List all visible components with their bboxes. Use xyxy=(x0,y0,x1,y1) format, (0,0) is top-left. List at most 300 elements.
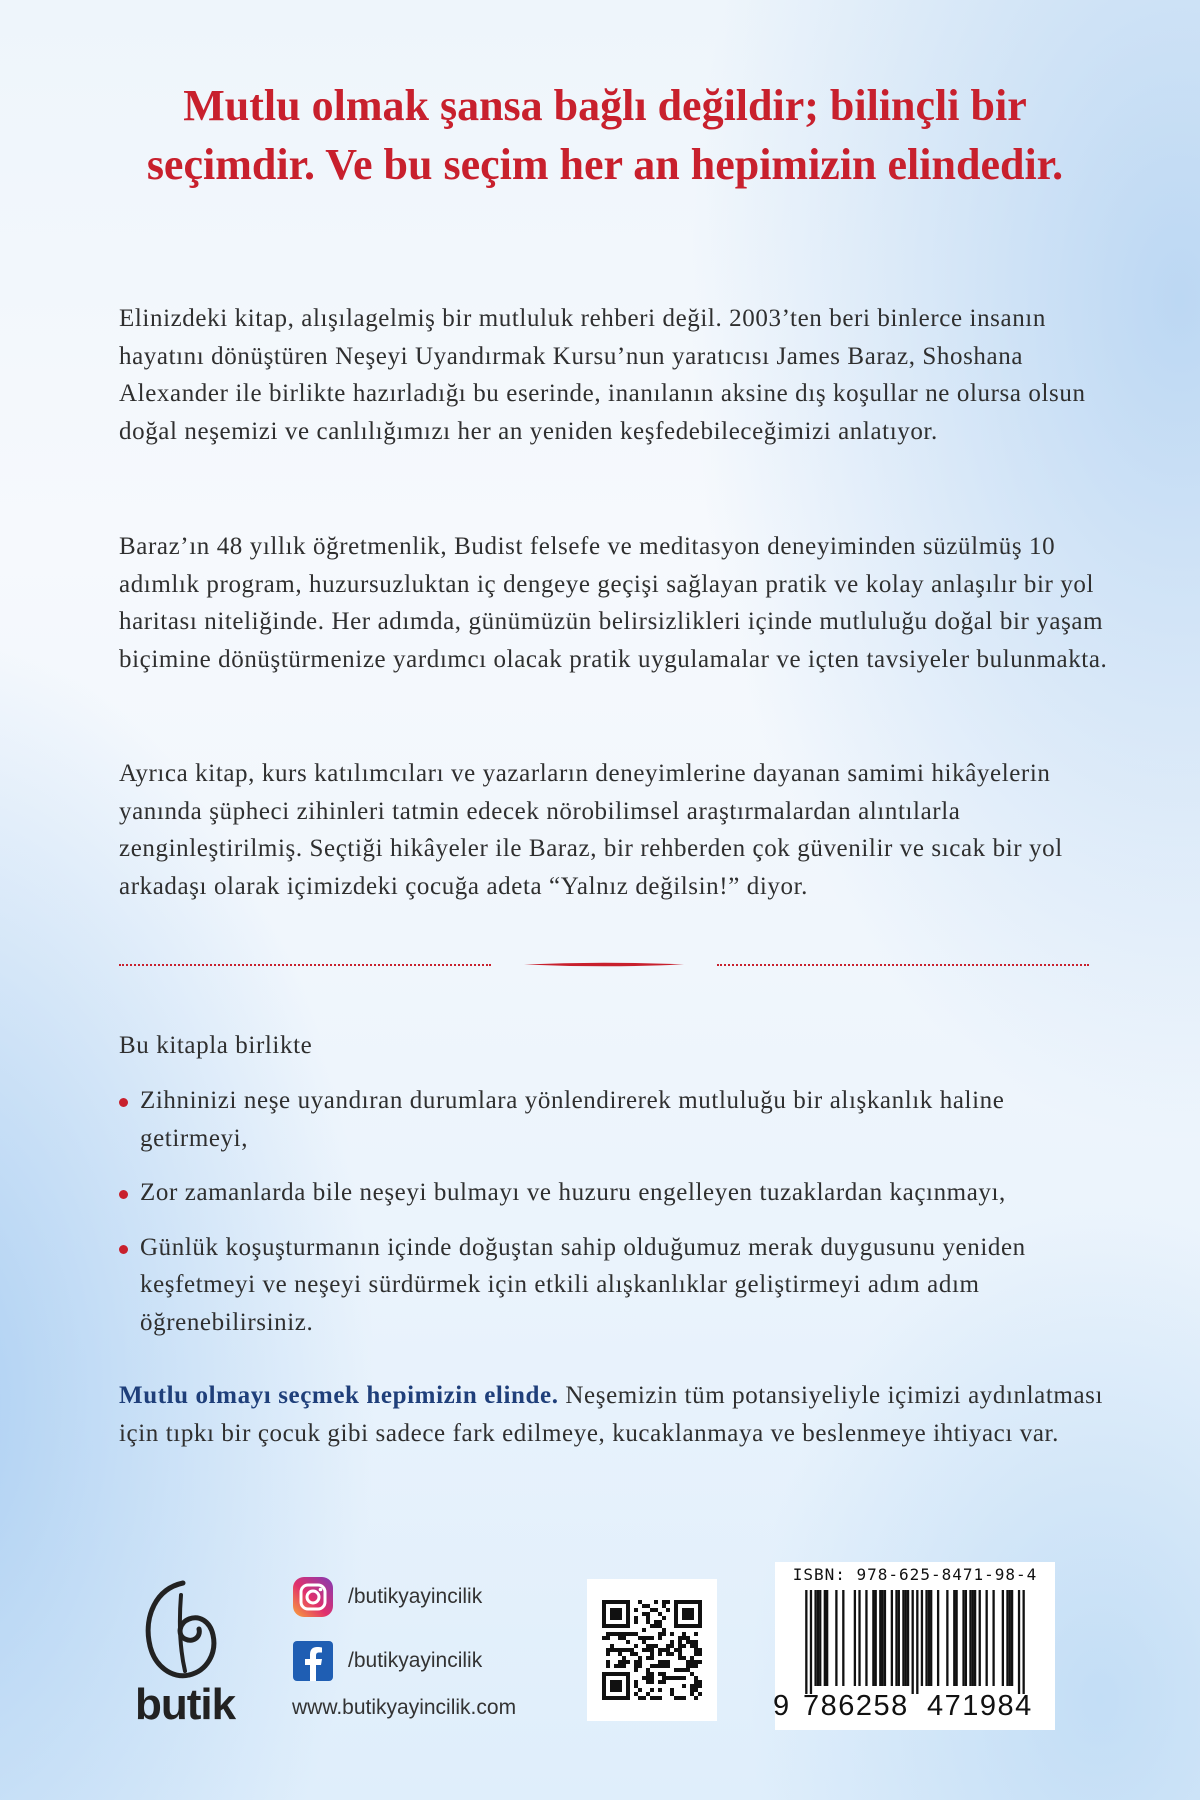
qr-module xyxy=(678,1640,682,1644)
qr-module xyxy=(626,1672,630,1676)
qr-module xyxy=(610,1688,614,1692)
barcode-bar xyxy=(916,1590,918,1694)
qr-module xyxy=(658,1680,662,1684)
qr-module xyxy=(634,1692,638,1696)
qr-module xyxy=(618,1680,622,1684)
barcode-bar xyxy=(1009,1590,1011,1686)
qr-module xyxy=(682,1624,686,1628)
qr-module xyxy=(614,1688,618,1692)
qr-module xyxy=(670,1632,674,1636)
qr-module xyxy=(686,1668,690,1672)
qr-module xyxy=(610,1680,614,1684)
barcode-bar xyxy=(879,1590,881,1686)
closing-paragraph xyxy=(119,1377,1109,1452)
qr-module xyxy=(690,1612,694,1616)
qr-module xyxy=(614,1608,618,1612)
qr-module xyxy=(694,1676,698,1680)
qr-module xyxy=(670,1676,674,1680)
qr-module xyxy=(638,1600,642,1604)
barcode-bar xyxy=(925,1590,927,1686)
barcode-bar xyxy=(905,1590,907,1686)
qr-module xyxy=(626,1608,630,1612)
barcode-bar xyxy=(875,1590,877,1686)
paragraph-2: Baraz’ın 48 yıllık öğretmenlik, Budist felsefe ve meditasyon deneyiminden süzülmüş 10 adımlık program, huzursuzluktan iç dengeye geçişi sağlayan pratik ve kolay anlaşılır bir yol haritası niteliğinde. Her adımda, günümüzün belirsizlikleri içinde mutluluğu doğal bir yaşam biçimine dönüştürmenize yardımcı olacak pratik uygulamalar ve içten tavsiyeler bulunmakta. xyxy=(119,533,1108,673)
qr-module xyxy=(698,1660,702,1664)
qr-module xyxy=(646,1644,650,1648)
qr-module xyxy=(674,1604,678,1608)
qr-module xyxy=(626,1600,630,1604)
barcode-bar xyxy=(965,1590,967,1686)
qr-module xyxy=(634,1644,638,1648)
qr-module xyxy=(614,1612,618,1616)
qr-module xyxy=(658,1672,662,1676)
barcode-bar xyxy=(907,1590,909,1686)
qr-module xyxy=(642,1604,646,1608)
qr-module xyxy=(602,1684,606,1688)
qr-module xyxy=(646,1620,650,1624)
qr-code xyxy=(587,1579,717,1721)
qr-module xyxy=(634,1668,638,1672)
qr-module xyxy=(634,1684,638,1688)
qr-module xyxy=(626,1692,630,1696)
barcode-bar xyxy=(1023,1590,1025,1694)
instagram-icon xyxy=(292,1576,334,1618)
qr-module xyxy=(626,1688,630,1692)
barcode-bar xyxy=(979,1590,981,1686)
qr-module xyxy=(690,1624,694,1628)
qr-module xyxy=(686,1608,690,1612)
barcode-bar xyxy=(946,1590,948,1686)
qr-module xyxy=(626,1648,630,1652)
qr-module xyxy=(646,1680,650,1684)
paragraph-1: Elinizdeki kitap, alışılagelmiş bir mutluluk rehberi değil. 2003’ten beri binlerce insanın hayatını dönüştüren Neşeyi Uyandırmak Kursu’nun yaratıcısı James Baraz, Shoshana Alexander ile birlikte hazırladığı bu eserinde, inanılanın aksine dış koşullar ne olursa olsun doğal neşemizi ve canlılığımızı her an yeniden keşfedebileceğimizi anlatıyor. xyxy=(119,305,1086,445)
qr-module xyxy=(666,1660,670,1664)
facebook-link[interactable] xyxy=(292,1640,482,1682)
qr-module xyxy=(658,1612,662,1616)
qr-module xyxy=(614,1684,618,1688)
qr-module xyxy=(626,1660,630,1664)
barcode-bar xyxy=(895,1590,897,1686)
qr-module xyxy=(646,1612,650,1616)
qr-module xyxy=(610,1632,614,1636)
qr-module xyxy=(654,1644,658,1648)
qr-module xyxy=(686,1660,690,1664)
qr-module xyxy=(662,1676,666,1680)
barcode-bar xyxy=(842,1590,844,1686)
qr-module xyxy=(634,1652,638,1656)
qr-module xyxy=(622,1656,626,1660)
qr-module xyxy=(662,1616,666,1620)
barcode-bar xyxy=(872,1590,874,1686)
barcode-bar xyxy=(972,1590,974,1686)
qr-module xyxy=(682,1632,686,1636)
qr-module xyxy=(690,1644,694,1648)
barcode-bar xyxy=(902,1590,904,1686)
barcode-bar xyxy=(884,1590,886,1686)
qr-module xyxy=(606,1652,610,1656)
barcode-bar xyxy=(1018,1590,1020,1694)
qr-module xyxy=(662,1660,666,1664)
barcode-bar xyxy=(937,1590,939,1686)
qr-module xyxy=(626,1640,630,1644)
qr-module xyxy=(650,1680,654,1684)
qr-module xyxy=(674,1676,678,1680)
qr-module xyxy=(690,1656,694,1660)
qr-module xyxy=(618,1616,622,1620)
qr-module xyxy=(610,1600,614,1604)
qr-module xyxy=(642,1648,646,1652)
barcode-right-group: 471984 xyxy=(927,1690,1033,1722)
divider-dots-left xyxy=(119,964,491,966)
qr-module xyxy=(614,1696,618,1700)
qr-module xyxy=(682,1616,686,1620)
qr-module xyxy=(618,1664,622,1668)
qr-module xyxy=(650,1608,654,1612)
barcode-bar xyxy=(928,1590,930,1686)
qr-module xyxy=(670,1644,674,1648)
qr-module xyxy=(658,1624,662,1628)
qr-module xyxy=(606,1672,610,1676)
qr-module xyxy=(618,1652,622,1656)
qr-module xyxy=(674,1600,678,1604)
qr-module xyxy=(686,1616,690,1620)
qr-module xyxy=(698,1624,702,1628)
barcode-bar xyxy=(865,1590,867,1686)
qr-module xyxy=(618,1648,622,1652)
qr-module xyxy=(626,1604,630,1608)
qr-module xyxy=(658,1696,662,1700)
qr-module xyxy=(698,1612,702,1616)
list-item xyxy=(119,1229,1109,1342)
qr-module xyxy=(646,1604,650,1608)
qr-module xyxy=(646,1648,650,1652)
qr-module xyxy=(682,1612,686,1616)
qr-module xyxy=(646,1656,650,1660)
qr-module xyxy=(650,1644,654,1648)
list-item-text: Günlük koşuşturmanın içinde doğuştan sahip olduğumuz merak duygusunu yeniden keşfetmeyi ve neşeyi sürdürmek için etkili alışkanlıklar geliştirmeyi adım adım öğrenebilirsiniz. xyxy=(140,1233,1026,1336)
barcode-bar xyxy=(824,1590,826,1686)
qr-module xyxy=(642,1696,646,1700)
qr-module xyxy=(606,1600,610,1604)
barcode-bar xyxy=(817,1590,819,1686)
benefit-list xyxy=(119,1082,1109,1358)
qr-module xyxy=(626,1612,630,1616)
qr-module xyxy=(614,1648,618,1652)
instagram-handle: /butikyayincilik xyxy=(348,1585,483,1608)
barcode-bar xyxy=(962,1590,964,1686)
qr-module xyxy=(686,1636,690,1640)
qr-module xyxy=(682,1608,686,1612)
qr-module xyxy=(626,1624,630,1628)
qr-module xyxy=(618,1688,622,1692)
isbn-barcode xyxy=(775,1562,1055,1730)
qr-module xyxy=(658,1660,662,1664)
qr-module xyxy=(642,1676,646,1680)
qr-module xyxy=(666,1676,670,1680)
qr-module xyxy=(606,1632,610,1636)
qr-module xyxy=(622,1636,626,1640)
publisher-logo-text: butik xyxy=(135,1680,236,1729)
qr-module xyxy=(614,1624,618,1628)
qr-module xyxy=(614,1672,618,1676)
qr-module xyxy=(630,1652,634,1656)
barcode-bar xyxy=(814,1590,816,1686)
qr-module xyxy=(682,1684,686,1688)
qr-module xyxy=(606,1664,610,1668)
qr-module xyxy=(650,1696,654,1700)
instagram-link[interactable] xyxy=(292,1576,482,1618)
barcode-bar xyxy=(986,1590,988,1686)
qr-module xyxy=(610,1608,614,1612)
qr-module xyxy=(666,1600,670,1604)
qr-module xyxy=(670,1652,674,1656)
qr-module xyxy=(634,1632,638,1636)
qr-module xyxy=(690,1640,694,1644)
qr-module xyxy=(694,1660,698,1664)
barcode-bar xyxy=(881,1590,883,1686)
barcode-bar xyxy=(992,1590,994,1686)
qr-module xyxy=(678,1636,682,1640)
qr-module xyxy=(698,1684,702,1688)
list-intro: Bu kitapla birlikte xyxy=(119,1032,313,1059)
qr-module xyxy=(606,1636,610,1640)
qr-module xyxy=(646,1676,650,1680)
qr-module xyxy=(638,1664,642,1668)
list-item xyxy=(119,1174,1109,1212)
barcode-left-group: 786258 xyxy=(803,1690,909,1722)
barcode-bar xyxy=(805,1590,807,1694)
qr-module xyxy=(614,1664,618,1668)
qr-module xyxy=(698,1616,702,1620)
qr-module xyxy=(682,1668,686,1672)
qr-module xyxy=(658,1664,662,1668)
qr-module xyxy=(686,1640,690,1644)
barcode-bar xyxy=(819,1590,821,1686)
qr-module xyxy=(678,1652,682,1656)
qr-module xyxy=(662,1628,666,1632)
qr-module xyxy=(662,1632,666,1636)
qr-module xyxy=(650,1688,654,1692)
qr-module xyxy=(606,1624,610,1628)
qr-module xyxy=(670,1688,674,1692)
qr-module xyxy=(674,1608,678,1612)
qr-module xyxy=(674,1620,678,1624)
qr-module xyxy=(642,1636,646,1640)
qr-module xyxy=(698,1604,702,1608)
qr-module xyxy=(610,1672,614,1676)
qr-module xyxy=(678,1668,682,1672)
qr-module xyxy=(614,1616,618,1620)
qr-module xyxy=(694,1684,698,1688)
qr-module xyxy=(690,1664,694,1668)
qr-module xyxy=(622,1632,626,1636)
qr-module xyxy=(686,1600,690,1604)
qr-module xyxy=(678,1648,682,1652)
qr-module xyxy=(682,1636,686,1640)
qr-module xyxy=(682,1676,686,1680)
qr-module xyxy=(686,1664,690,1668)
qr-module xyxy=(698,1680,702,1684)
qr-module xyxy=(602,1636,606,1640)
qr-module xyxy=(666,1608,670,1612)
qr-module xyxy=(674,1696,678,1700)
barcode-bar xyxy=(835,1590,837,1686)
qr-module xyxy=(658,1688,662,1692)
barcode-bar xyxy=(898,1590,900,1686)
qr-module xyxy=(634,1664,638,1668)
qr-module xyxy=(630,1632,634,1636)
qr-module xyxy=(678,1644,682,1648)
qr-module xyxy=(610,1684,614,1688)
qr-module xyxy=(650,1664,654,1668)
qr-module xyxy=(698,1692,702,1696)
qr-module xyxy=(682,1696,686,1700)
qr-module xyxy=(602,1612,606,1616)
barcode-bar xyxy=(1011,1590,1013,1686)
qr-module xyxy=(650,1652,654,1656)
qr-module xyxy=(618,1612,622,1616)
qr-module xyxy=(654,1696,658,1700)
qr-module xyxy=(618,1696,622,1700)
list-item-text: Zihninizi neşe uyandıran durumlara yönlendirerek mutluluğu bir alışkanlık haline getirmeyi, xyxy=(140,1087,1005,1152)
barcode-bar xyxy=(953,1590,955,1686)
qr-module xyxy=(690,1616,694,1620)
qr-module xyxy=(694,1600,698,1604)
qr-module xyxy=(602,1604,606,1608)
qr-module xyxy=(682,1644,686,1648)
barcode-bar xyxy=(810,1590,812,1694)
barcode-bar xyxy=(826,1590,828,1686)
barcode-bar xyxy=(854,1590,856,1686)
qr-module xyxy=(666,1648,670,1652)
qr-module xyxy=(602,1624,606,1628)
qr-module xyxy=(622,1664,626,1668)
qr-module xyxy=(674,1648,678,1652)
barcode-bar xyxy=(974,1590,976,1686)
qr-module xyxy=(638,1656,642,1660)
list-item-text: Zor zamanlarda bile neşeyi bulmayı ve huzuru engelleyen tuzaklardan kaçınmayı, xyxy=(140,1179,1006,1206)
qr-module xyxy=(622,1648,626,1652)
qr-module xyxy=(610,1644,614,1648)
barcode-bar xyxy=(930,1590,932,1686)
headline: Mutlu olmak şansa bağlı değildir; bilinçli bir seçimdir. Ve bu seçim her an hepimizin elindedir. xyxy=(146,81,1064,189)
qr-module xyxy=(610,1648,614,1652)
bullet-dot-icon xyxy=(119,1190,128,1199)
qr-module xyxy=(602,1620,606,1624)
qr-module xyxy=(622,1672,626,1676)
qr-module xyxy=(602,1680,606,1684)
qr-module xyxy=(638,1660,642,1664)
qr-module xyxy=(694,1644,698,1648)
qr-module xyxy=(674,1624,678,1628)
qr-module xyxy=(694,1680,698,1684)
qr-module xyxy=(694,1664,698,1668)
qr-module xyxy=(694,1648,698,1652)
qr-module xyxy=(694,1696,698,1700)
qr-module xyxy=(602,1696,606,1700)
qr-module xyxy=(650,1676,654,1680)
qr-module xyxy=(634,1680,638,1684)
qr-module xyxy=(666,1644,670,1648)
qr-module xyxy=(614,1680,618,1684)
facebook-icon xyxy=(292,1640,334,1682)
qr-module xyxy=(602,1608,606,1612)
qr-module xyxy=(658,1632,662,1636)
qr-module xyxy=(662,1672,666,1676)
barcode-bar xyxy=(955,1590,957,1686)
qr-module xyxy=(622,1660,626,1664)
barcode-bar xyxy=(912,1590,914,1694)
barcode-first-digit: 9 xyxy=(773,1690,791,1722)
qr-module xyxy=(694,1640,698,1644)
qr-module xyxy=(618,1600,622,1604)
website-link[interactable]: www.butikyayincilik.com xyxy=(292,1696,517,1719)
qr-module xyxy=(618,1672,622,1676)
qr-module xyxy=(610,1624,614,1628)
qr-module xyxy=(626,1680,630,1684)
closing-rest: Neşemizin tüm potansiyeliyle içimizi aydınlatması için tıpkı bir çocuk gibi sadece fark edilmeye, kucaklanmaya ve beslenmeye ihtiyacı var. xyxy=(119,1382,1104,1447)
closing-bold: Mutlu olmayı seçmek hepimizin elinde. xyxy=(119,1382,559,1409)
paragraph-3: Ayrıca kitap, kurs katılımcıları ve yazarların deneyimlerine dayanan samimi hikâyelerin yanında şüpheci zihinleri tatmin edecek nörobilimsel araştırmalardan alıntılarla zenginleştirilmiş. Seçtiği hikâyeler ile Baraz, bir rehberden çok güvenilir ve sıcak bir yol arkadaşı olarak içimizdeki çocuğa adeta “Yalnız değilsin!” diyor. xyxy=(119,760,1063,900)
qr-module xyxy=(614,1600,618,1604)
qr-code-graphic xyxy=(587,1579,717,1721)
qr-module xyxy=(690,1600,694,1604)
qr-module xyxy=(642,1612,646,1616)
barcode-bar xyxy=(1006,1590,1008,1686)
qr-module xyxy=(622,1600,626,1604)
qr-module xyxy=(662,1600,666,1604)
qr-module xyxy=(698,1620,702,1624)
qr-module xyxy=(602,1676,606,1680)
qr-module xyxy=(606,1696,610,1700)
qr-module xyxy=(626,1616,630,1620)
qr-module xyxy=(618,1608,622,1612)
qr-module xyxy=(602,1616,606,1620)
isbn-label: ISBN: 978-625-8471-98-4 xyxy=(792,1565,1038,1584)
qr-module xyxy=(650,1672,654,1676)
qr-module xyxy=(694,1688,698,1692)
qr-module xyxy=(634,1620,638,1624)
facebook-handle: /butikyayincilik xyxy=(348,1649,483,1672)
qr-module xyxy=(626,1676,630,1680)
qr-module xyxy=(666,1652,670,1656)
qr-module xyxy=(658,1636,662,1640)
bullet-dot-icon xyxy=(119,1245,128,1254)
qr-module xyxy=(698,1608,702,1612)
qr-module xyxy=(694,1652,698,1656)
qr-module xyxy=(646,1636,650,1640)
qr-module xyxy=(626,1696,630,1700)
qr-module xyxy=(678,1696,682,1700)
barcode-bar xyxy=(858,1590,860,1686)
qr-module xyxy=(622,1696,626,1700)
qr-module xyxy=(602,1600,606,1604)
qr-module xyxy=(686,1612,690,1616)
qr-module xyxy=(610,1696,614,1700)
qr-module xyxy=(650,1624,654,1628)
qr-module xyxy=(690,1692,694,1696)
qr-module xyxy=(618,1684,622,1688)
qr-module xyxy=(650,1648,654,1652)
qr-module xyxy=(690,1684,694,1688)
qr-module xyxy=(646,1616,650,1620)
qr-module xyxy=(602,1688,606,1692)
qr-module xyxy=(690,1608,694,1612)
qr-module xyxy=(618,1632,622,1636)
qr-module xyxy=(634,1660,638,1664)
qr-module xyxy=(678,1624,682,1628)
qr-module xyxy=(646,1672,650,1676)
